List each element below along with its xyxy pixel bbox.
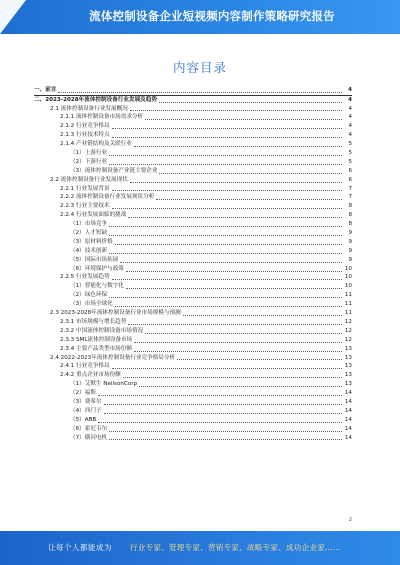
toc-entry[interactable] — [34, 167, 352, 176]
toc-entry-label: 2.1 流体控制设备行业发展概况 — [50, 105, 128, 112]
footer-roles: 行业专家、管理专家、营销专家、战略专家、成功企业家…… — [130, 543, 341, 552]
toc-leader-dots — [58, 92, 342, 93]
toc-leader-dots — [109, 253, 342, 254]
toc-entry-page: 10 — [344, 265, 352, 272]
toc-entry[interactable] — [34, 113, 352, 122]
toc-entry[interactable] — [34, 265, 352, 274]
toc-entry[interactable] — [34, 185, 352, 194]
toc-entry-page: 6 — [348, 167, 352, 174]
toc-entry-page: 11 — [344, 301, 352, 308]
toc-entry[interactable] — [34, 309, 352, 318]
toc-entry-page: 12 — [344, 318, 352, 325]
toc-entry-page: 7 — [348, 185, 352, 192]
footer-banner — [0, 531, 400, 565]
toc-entry[interactable] — [34, 256, 352, 265]
toc-leader-dots — [112, 279, 342, 280]
toc-leader-dots — [120, 262, 342, 263]
toc-entry-page: 11 — [344, 310, 352, 317]
toc-entry[interactable] — [34, 211, 352, 220]
header-decoration — [0, 0, 26, 34]
toc-entry-label: （3）流体控制设备产业链主要企业 — [70, 167, 158, 174]
toc-leader-dots — [104, 404, 342, 405]
toc-entry-page: 13 — [344, 345, 352, 352]
toc-entry-page: 14 — [344, 390, 352, 397]
toc-leader-dots — [134, 351, 342, 352]
toc-entry-label: 2.2 流体控制设备行业发展现状 — [50, 176, 128, 183]
toc-entry-page: 5 — [348, 141, 352, 148]
toc-entry-page: 5 — [348, 150, 352, 157]
toc-entry[interactable] — [34, 193, 352, 202]
toc-entry-label: （2）绿色环保 — [70, 292, 108, 299]
toc-leader-dots — [145, 333, 342, 334]
toc-entry[interactable] — [34, 291, 352, 300]
toc-entry-label: 2.2.2 流体控制设备行业发展现状分析 — [60, 194, 155, 201]
toc-entry-page: 8 — [348, 221, 352, 228]
toc-entry-label: （2）人才短缺 — [70, 230, 108, 237]
toc-entry-label: （4）西门子 — [70, 407, 102, 414]
toc-entry[interactable] — [34, 282, 352, 291]
toc-entry-label: （1）智能化与数字化 — [70, 283, 124, 290]
toc-entry-page: 4 — [348, 123, 352, 130]
toc-entry-page: 8 — [348, 203, 352, 210]
toc-entry[interactable] — [34, 380, 352, 389]
toc-entry-page: 14 — [344, 434, 352, 441]
toc-entry[interactable] — [34, 238, 352, 247]
toc-entry-page: 4 — [348, 105, 352, 112]
toc-entry[interactable] — [34, 318, 352, 327]
toc-leader-dots — [112, 368, 342, 369]
toc-entry[interactable] — [34, 122, 352, 131]
toc-entry-label: （3）原材料价格 — [70, 238, 113, 245]
toc-leader-dots — [98, 422, 342, 423]
toc-leader-dots — [130, 182, 342, 183]
toc-entry-label: 2.3.2 中国流体控制设备市场情况 — [60, 327, 144, 334]
toc-heading: 内容目录 — [172, 60, 227, 75]
toc-entry-page: 13 — [344, 354, 352, 361]
toc-entry-page: 10 — [344, 274, 352, 281]
toc-entry[interactable] — [34, 300, 352, 309]
header-banner — [0, 0, 400, 34]
toc-leader-dots — [112, 128, 342, 129]
toc-entry-label: 2.1.3 行业技术特点 — [60, 132, 110, 139]
toc-leader-dots — [112, 137, 342, 138]
toc-entry[interactable] — [34, 345, 352, 354]
toc-entry-page: 6 — [348, 176, 352, 183]
toc-entry-label: 2.2.4 行业发展面临的挑战 — [60, 212, 127, 219]
toc-entry-page: 14 — [344, 416, 352, 423]
toc-leader-dots — [156, 199, 342, 200]
toc-entry-page: 14 — [344, 425, 352, 432]
toc-entry-page: 12 — [344, 327, 352, 334]
toc-entry[interactable] — [34, 158, 352, 167]
toc-leader-dots — [145, 119, 342, 120]
toc-entry[interactable] — [34, 407, 352, 416]
toc-entry[interactable] — [34, 434, 352, 443]
toc-entry-page: 4 — [348, 96, 352, 103]
toc-entry-label: 2.3 2023-2028年流体控制设备行业市场规模与预测 — [50, 310, 181, 317]
toc-leader-dots — [126, 271, 342, 272]
toc-entry-page: 14 — [344, 398, 352, 405]
toc-leader-dots — [130, 110, 342, 111]
toc-entry-page: 4 — [348, 114, 352, 121]
toc-entry[interactable] — [34, 105, 352, 114]
toc-entry[interactable] — [34, 220, 352, 229]
toc-entry-label: （7）横河电机 — [70, 434, 108, 441]
toc-leader-dots — [183, 315, 342, 316]
toc-leader-dots — [134, 342, 342, 343]
toc-entry-label: 2.4 2022-2023年流体控制设备行业竞争格局分析 — [50, 354, 176, 361]
toc-entry-page: 14 — [344, 407, 352, 414]
toc-entry-label: 2.3.4 主要产品类型市场份额 — [60, 345, 132, 352]
toc-entry[interactable] — [34, 327, 352, 336]
toc-entry-label: （3）费希尔 — [70, 398, 102, 405]
toc-entry-label: （6）霍尼韦尔 — [70, 425, 108, 432]
toc-entry-label: 2.4.2 重点企业市场份额 — [60, 372, 121, 379]
toc-leader-dots — [109, 155, 342, 156]
toc-entry[interactable] — [34, 149, 352, 158]
toc-leader-dots — [123, 377, 342, 378]
toc-entry[interactable] — [34, 336, 352, 345]
toc-leader-dots — [159, 102, 342, 103]
toc-entry[interactable] — [34, 96, 352, 105]
table-of-contents — [34, 86, 352, 442]
toc-leader-dots — [109, 235, 342, 236]
toc-entry-label: 2.1.2 行业竞争格局 — [60, 123, 110, 130]
toc-leader-dots — [115, 306, 342, 307]
toc-entry[interactable] — [34, 247, 352, 256]
toc-entry[interactable] — [34, 176, 352, 185]
toc-leader-dots — [112, 208, 342, 209]
toc-entry-page: 13 — [344, 372, 352, 379]
toc-entry[interactable] — [34, 416, 352, 425]
toc-entry-label: （1）市场竞争 — [70, 221, 108, 228]
toc-entry-page: 13 — [344, 381, 352, 388]
toc-entry-page: 4 — [348, 86, 352, 93]
toc-leader-dots — [109, 297, 342, 298]
toc-entry[interactable] — [34, 86, 352, 95]
toc-entry-page: 8 — [348, 212, 352, 219]
toc-leader-dots — [109, 439, 342, 440]
toc-entry-label: 一、前言 — [34, 86, 57, 93]
page-number: 2 — [348, 517, 352, 523]
toc-leader-dots — [109, 226, 342, 227]
toc-entry-label: 二、2023-2028年流体控制设备行业发展及趋势 — [34, 96, 157, 103]
toc-entry-label: （2）福斯 — [70, 390, 96, 397]
toc-entry-label: 2.2.5 行业发展趋势 — [60, 274, 110, 281]
toc-entry[interactable] — [34, 389, 352, 398]
toc-entry-page: 10 — [344, 283, 352, 290]
toc-entry-label: （1）上游行业 — [70, 150, 108, 157]
toc-entry-label: （5）国际市场拓展 — [70, 256, 119, 263]
toc-entry-page: 5 — [348, 158, 352, 165]
toc-entry-label: 2.3.3 SML流体控制设备市场 — [60, 336, 133, 343]
toc-entry-page: 11 — [344, 292, 352, 299]
toc-entry-page: 4 — [348, 132, 352, 139]
toc-entry[interactable] — [34, 274, 352, 283]
toc-entry-label: （4）技术创新 — [70, 247, 108, 254]
report-title: 流体控制设备企业短视频内容制作策略研究报告 — [89, 9, 335, 23]
toc-entry-label: （2）下游行业 — [70, 158, 108, 165]
toc-entry-page: 9 — [348, 230, 352, 237]
toc-leader-dots — [109, 431, 342, 432]
toc-leader-dots — [115, 244, 342, 245]
toc-entry-page: 9 — [348, 256, 352, 263]
toc-leader-dots — [177, 359, 342, 360]
toc-leader-dots — [128, 217, 342, 218]
toc-entry[interactable] — [34, 202, 352, 211]
toc-leader-dots — [126, 288, 342, 289]
footer-slogan: 让每个人都能成为 — [48, 543, 112, 552]
toc-entry-label: 2.3.1 市场规模与增长趋势 — [60, 318, 127, 325]
toc-leader-dots — [104, 413, 342, 414]
toc-entry[interactable] — [34, 354, 352, 363]
toc-entry-page: 9 — [348, 238, 352, 245]
toc-entry-label: （5）ABB — [70, 416, 97, 423]
toc-entry[interactable] — [34, 229, 352, 238]
toc-leader-dots — [128, 324, 342, 325]
toc-entry[interactable] — [34, 425, 352, 434]
toc-entry-label: 2.1.4 产业链结构及关联行业 — [60, 141, 132, 148]
toc-leader-dots — [112, 190, 342, 191]
toc-entry-page: 7 — [348, 194, 352, 201]
toc-leader-dots — [109, 164, 342, 165]
toc-leader-dots — [134, 146, 342, 147]
toc-entry-label: 2.1.1 流体控制设备市场需求分析 — [60, 114, 144, 121]
toc-entry-label: （3）市场全球化 — [70, 301, 113, 308]
toc-entry-label: 2.4.1 行业竞争格局 — [60, 363, 110, 370]
toc-entry-page: 12 — [344, 336, 352, 343]
toc-entry[interactable] — [34, 131, 352, 140]
toc-entry-label: （6）环境保护与政策 — [70, 265, 124, 272]
toc-entry-page: 13 — [344, 363, 352, 370]
toc-leader-dots — [139, 386, 342, 387]
toc-leader-dots — [98, 395, 342, 396]
toc-entry[interactable] — [34, 362, 352, 371]
toc-entry[interactable] — [34, 371, 352, 380]
toc-entry-label: 2.2.1 行业发展背景 — [60, 185, 110, 192]
toc-entry[interactable] — [34, 140, 352, 149]
toc-leader-dots — [159, 173, 342, 174]
toc-entry[interactable] — [34, 398, 352, 407]
toc-entry-label: 2.2.3 行业主要技术 — [60, 203, 110, 210]
toc-entry-page: 9 — [348, 247, 352, 254]
toc-entry-label: （1）艾默生 NeilsonCorp — [70, 381, 138, 388]
